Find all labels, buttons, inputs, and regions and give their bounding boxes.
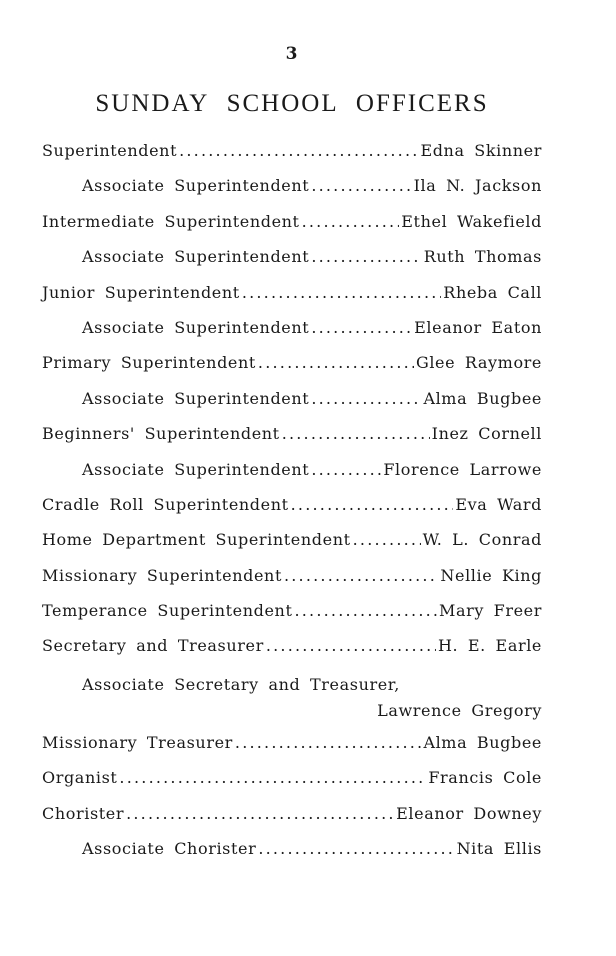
officer-role: Beginners' Superintendent (42, 424, 280, 444)
officer-row-missionary-treasurer (42, 733, 542, 768)
officer-role: Associate Superintendent (82, 459, 310, 479)
leader-dots (258, 839, 454, 858)
leader-dots (311, 247, 421, 266)
officer-role: Associate Superintendent (82, 247, 310, 267)
officer-role: Associate Superintendent (82, 317, 310, 337)
page-number: 3 (285, 44, 299, 64)
officer-name: Rheba Call (443, 282, 542, 302)
officer-name: Mary Freer (438, 601, 542, 621)
officer-row-associate-superintendent (42, 176, 542, 211)
officer-name: Francis Cole (428, 768, 542, 788)
officer-row-organist (42, 768, 542, 803)
officer-name: Florence Larrowe (383, 459, 542, 479)
leader-dots (258, 353, 414, 372)
leader-dots (282, 424, 430, 443)
leader-dots (119, 768, 426, 787)
officer-name: Alma Bugbee (423, 388, 542, 408)
officer-name: Eleanor Downey (396, 803, 542, 823)
officer-row-intermediate-superintendent (42, 212, 542, 247)
officer-name: Nellie King (440, 565, 542, 585)
officer-name: Alma Bugbee (423, 732, 542, 752)
officer-row-chorister (42, 804, 542, 839)
officer-row-associate-chorister (42, 839, 542, 874)
officer-role: Temperance Superintendent (42, 601, 293, 621)
officer-name: W. L. Conrad (422, 530, 542, 550)
officer-row-home-department (42, 530, 542, 565)
leader-dots (294, 601, 436, 620)
leader-dots (235, 733, 422, 752)
officer-role: Chorister (42, 803, 125, 823)
officer-name: Lawrence Gregory (377, 700, 542, 720)
leader-dots (242, 283, 441, 302)
leader-dots (266, 636, 436, 655)
officer-row-junior-superintendent (42, 283, 542, 318)
officer-name: Eva Ward (455, 494, 542, 514)
officer-row-associate-beginners (42, 460, 542, 495)
leader-dots (291, 495, 454, 514)
officer-role: Associate Chorister (82, 839, 257, 859)
officer-row-superintendent (42, 141, 542, 176)
officer-row-secretary-treasurer (42, 636, 542, 671)
officer-name: Ila N. Jackson (413, 176, 542, 196)
officer-list (42, 141, 542, 874)
officer-row-associate-secretary-treasurer (42, 672, 542, 733)
officer-role: Secretary and Treasurer (42, 636, 264, 656)
officer-role: Organist (42, 768, 118, 788)
leader-dots (179, 141, 418, 160)
officer-row-temperance-superintendent (42, 601, 542, 636)
officer-role: Intermediate Superintendent (42, 211, 300, 231)
officer-row-associate-primary (42, 389, 542, 424)
leader-dots (311, 318, 412, 337)
page-title: SUNDAY SCHOOL OFFICERS (95, 90, 489, 117)
officer-role: Home Department Superintendent (42, 530, 351, 550)
leader-dots (311, 176, 411, 195)
officer-row-associate-junior (42, 318, 542, 353)
officer-role: Cradle Roll Superintendent (42, 494, 289, 514)
leader-dots (126, 804, 394, 823)
officer-role: Associate Secretary and Treasurer, (82, 674, 400, 694)
officer-row-primary-superintendent (42, 353, 542, 388)
officer-name: Ethel Wakefield (401, 211, 542, 231)
officer-role: Associate Superintendent (82, 176, 310, 196)
officer-row-missionary-superintendent (42, 566, 542, 601)
officer-row-associate-intermediate (42, 247, 542, 282)
officer-name: Nita Ellis (456, 839, 542, 859)
officer-row-beginners-superintendent (42, 424, 542, 459)
officer-name: Glee Raymore (415, 353, 542, 373)
officer-role: Associate Superintendent (82, 388, 310, 408)
leader-dots (302, 212, 400, 231)
officer-name: Inez Cornell (431, 424, 542, 444)
officer-name: Edna Skinner (420, 141, 542, 160)
leader-dots (284, 566, 438, 585)
leader-dots (353, 530, 421, 549)
officer-role: Junior Superintendent (42, 282, 240, 302)
officer-role: Missionary Treasurer (42, 732, 233, 752)
officer-row-cradle-roll (42, 495, 542, 530)
officer-name: Eleanor Eaton (414, 317, 542, 337)
officer-role: Superintendent (42, 141, 178, 160)
officer-role: Missionary Superintendent (42, 565, 282, 585)
leader-dots (311, 460, 381, 479)
officer-name: H. E. Earle (437, 636, 542, 656)
leader-dots (311, 389, 421, 408)
officer-name: Ruth Thomas (423, 247, 542, 267)
officer-role: Primary Superintendent (42, 353, 256, 373)
